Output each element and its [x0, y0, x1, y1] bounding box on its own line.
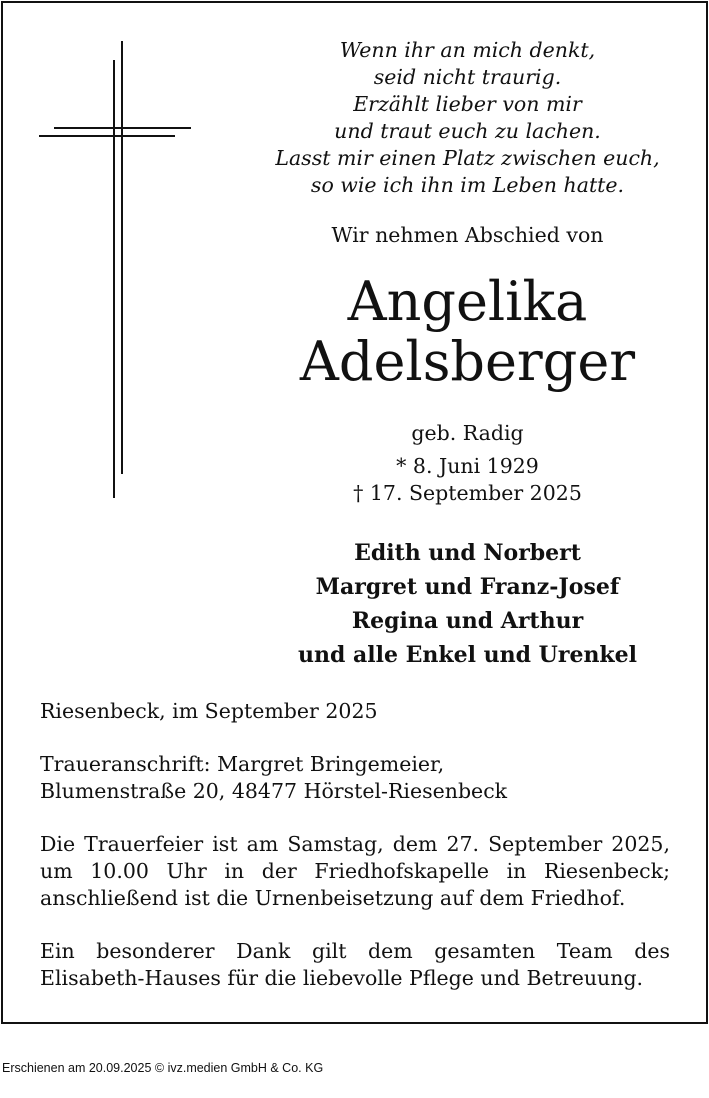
birth-date: * 8. Juni 1929: [396, 454, 539, 478]
intro-text: Wir nehmen Abschied von: [331, 223, 604, 247]
poem: [230, 37, 705, 199]
family-member: und alle Enkel und Urenkel: [297, 642, 638, 668]
family-member: Edith und Norbert: [354, 540, 581, 566]
birth-name: geb. Radig: [411, 421, 524, 445]
mourning-address: [40, 751, 670, 805]
thanks-line: Elisabeth-Hauses für die liebevolle Pflege und Betreuung.: [40, 966, 644, 990]
place-date: Riesenbeck, im September 2025: [40, 699, 378, 723]
poem-line: Wenn ihr an mich denkt,: [339, 38, 596, 62]
poem-line: seid nicht traurig.: [373, 65, 562, 89]
poem-line: und traut euch zu lachen.: [334, 119, 601, 143]
first-name: Angelika: [347, 270, 588, 333]
thanks-line: Ein besonderer Dank gilt dem gesamten Team des: [40, 939, 670, 963]
death-date: † 17. September 2025: [353, 481, 582, 505]
ceremony-line: Die Trauerfeier ist am Samstag, dem 27. September 2025,: [40, 832, 670, 856]
poem-line: Erzählt lieber von mir: [353, 92, 582, 116]
last-name: Adelsberger: [299, 330, 636, 393]
family-member: Margret und Franz-Josef: [315, 574, 620, 600]
publication-footer: Erschienen am 20.09.2025 © ivz.medien GmbH & Co. KG: [2, 1061, 324, 1075]
address-line: Blumenstraße 20, 48477 Hörstel-Riesenbeck: [40, 779, 508, 803]
address-line: Traueranschrift: Margret Bringemeier,: [40, 752, 445, 776]
poem-line: so wie ich ihn im Leben hatte.: [310, 173, 625, 197]
deceased-name: [230, 272, 705, 392]
ceremony-info: [40, 831, 670, 912]
thanks-note: [40, 938, 670, 992]
poem-line: Lasst mir einen Platz zwischen euch,: [275, 146, 660, 170]
family-list: [230, 536, 705, 672]
ceremony-line: anschließend ist die Urnenbeisetzung auf dem Friedhof.: [40, 886, 626, 910]
family-member: Regina und Arthur: [351, 608, 584, 634]
ceremony-line: um 10.00 Uhr in der Friedhofskapelle in Riesenbeck;: [40, 859, 670, 883]
